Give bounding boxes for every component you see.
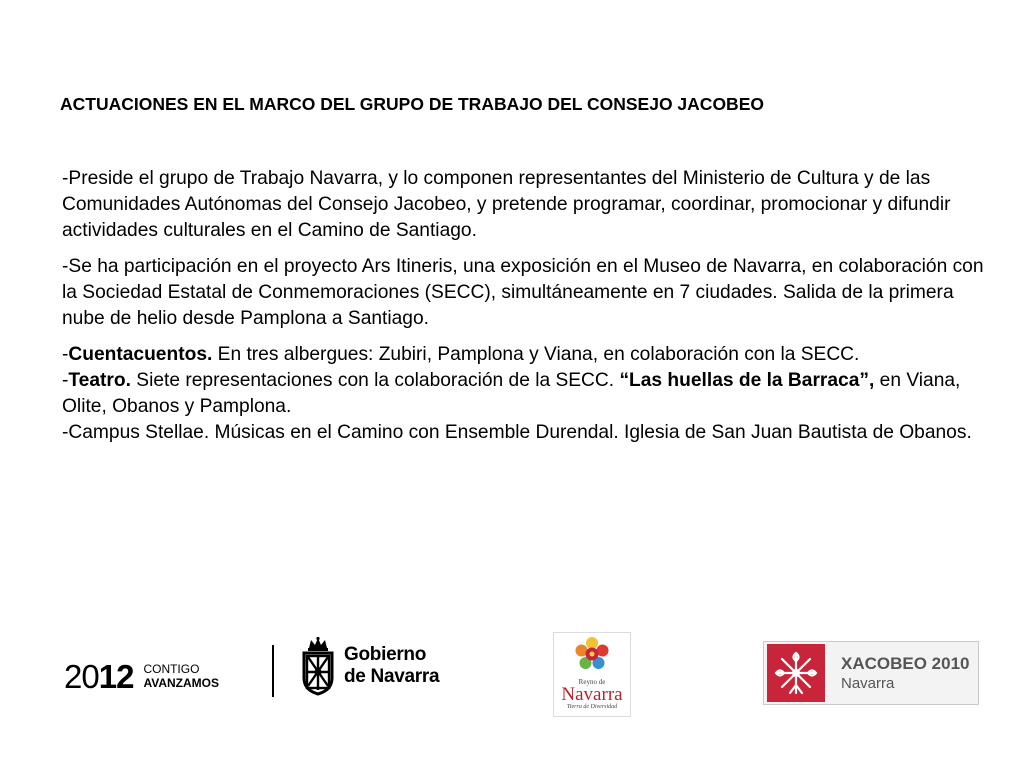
navarra-coat-of-arms-icon (300, 636, 336, 696)
paragraph-grupo-trabajo: -Preside el grupo de Trabajo Navarra, y lo componen representantes del Ministerio de Cultura y de las Comunidades Autónomas del Consejo Jacobeo, y pretende programar, coordinar, promocionar y difundir actividades culturales en el Camino de Santiago. (62, 168, 951, 241)
year-light: 20 (64, 657, 99, 695)
slide-title: ACTUACIONES EN EL MARCO DEL GRUPO DE TRABAJO DEL CONSEJO JACOBEO (60, 94, 764, 114)
item-heading: Teatro. (68, 370, 131, 391)
item-text: en Viana, Olite, Obanos y Pamplona. (62, 370, 961, 417)
logo-2012-year (64, 657, 134, 695)
xacobeo-text (841, 653, 970, 693)
item-teatro (62, 368, 987, 420)
logo-2012-contigo-avanzamos (64, 656, 219, 696)
year-bold: 12 (98, 657, 134, 695)
gobierno-text (344, 644, 439, 688)
item-text: En tres albergues: Zubiri, Pamplona y Viana, en colaboración con la SECC. (212, 344, 860, 365)
gobierno-line2: de Navarra (344, 666, 440, 687)
tagline-line2: AVANZAMOS (143, 676, 219, 690)
slide-body (62, 166, 987, 446)
gobierno-line1: Gobierno (344, 644, 427, 665)
footer-divider (272, 645, 274, 697)
santiago-cross-icon (767, 644, 825, 702)
play-title: “Las huellas de la Barraca”, (619, 370, 875, 391)
logo-2012-tagline (143, 662, 219, 690)
reyno-line2: Navarra (561, 684, 623, 705)
flower-icon (554, 636, 630, 677)
reyno-line1: Reyno de (578, 678, 606, 686)
paragraph-ars-itineris: -Se ha participación en el proyecto Ars Itineris, una exposición en el Museo de Navarra, en colaboración con la Sociedad Estatal de Conmemoraciones (SECC), simultáneamente en 7 ciudades. Salida de la primera nube de helio desde Pamplona a Santiago. (62, 256, 984, 329)
tagline-line1: CONTIGO (143, 662, 200, 676)
item-cuentacuentos (62, 342, 987, 368)
reyno-line3: Tierra de Diversidad (566, 704, 618, 710)
logo-xacobeo-2010 (763, 641, 979, 705)
item-heading: Cuentacuentos. (68, 344, 213, 365)
xacobeo-line1: XACOBEO 2010 (841, 654, 970, 673)
xacobeo-line2: Navarra (841, 675, 895, 692)
item-text: Siete representaciones con la colaboración de la SECC. (130, 370, 620, 391)
logo-gobierno-navarra (300, 636, 439, 696)
item-campus-stellae: -Campus Stellae. Músicas en el Camino con Ensemble Durendal. Iglesia de San Juan Bautista de Obanos. (62, 422, 972, 443)
logo-reyno-de-navarra (553, 632, 631, 717)
item-dash: - (62, 344, 69, 365)
item-dash: - (62, 370, 69, 391)
